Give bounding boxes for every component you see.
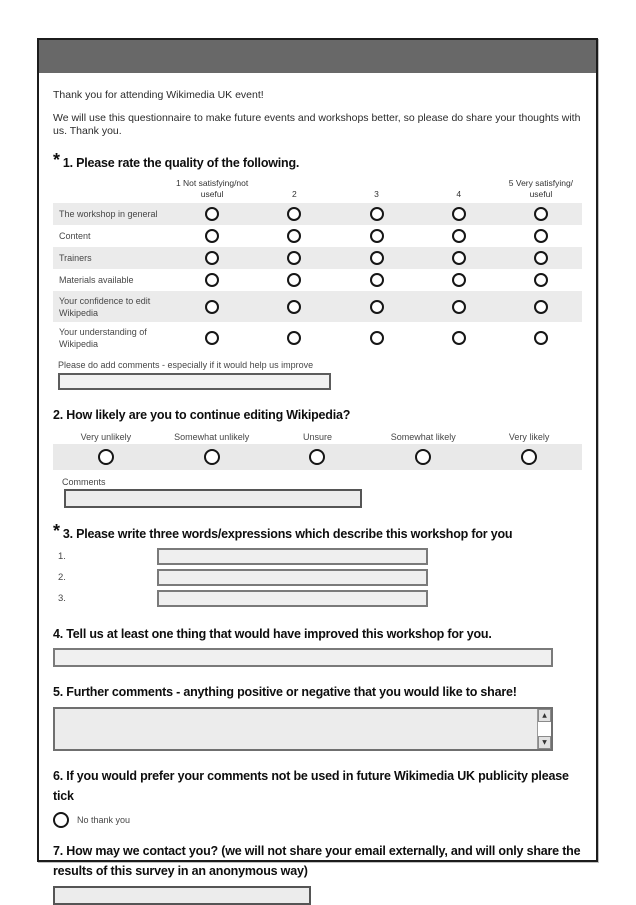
q1-r3-c2-radio[interactable] [287,251,301,265]
intro-greeting: Thank you for attending Wikimedia UK event! [53,89,264,101]
required-asterisk: * [53,521,60,541]
required-asterisk: * [53,150,60,170]
q1-r2-c4-radio[interactable] [452,229,466,243]
q1-r6-c5-radio[interactable] [534,331,548,345]
question-1-title: 1. Please rate the quality of the following. [62,156,300,170]
question-3-title: 3. Please write three words/expressions which describe this workshop for you [62,527,513,541]
q1-r5-c2-radio[interactable] [287,300,301,314]
q1-r5-c3-radio[interactable] [370,300,384,314]
q1-r1-c3-radio[interactable] [370,207,384,221]
q1-row-trainers [53,247,582,269]
intro-description: We will use this questionnaire to make future events and workshops better, so please do share your thoughts with us. Thank you. [53,112,581,137]
q6-option-row [53,812,582,828]
q1-row-confidence [53,291,582,322]
q1-r6-c1-radio[interactable] [205,331,219,345]
q1-r4-c3-radio[interactable] [370,273,384,287]
q1-r4-c5-radio[interactable] [534,273,548,287]
q1-column-header-5: 5 Very satisfying/ useful [508,178,574,199]
q2-somewhat-unlikely-radio[interactable] [204,449,220,465]
q1-r5-c5-radio[interactable] [534,300,548,314]
q2-option-label-1: Very unlikely [80,432,132,442]
q1-row-label: The workshop in general [59,209,158,219]
q1-column-header-1: 1 Not satisfying/not useful [175,178,249,199]
q1-r2-c1-radio[interactable] [205,229,219,243]
question-7-heading [53,841,582,881]
q1-r1-c2-radio[interactable] [287,207,301,221]
page-header-bar [39,40,596,73]
q1-r1-c4-radio[interactable] [452,207,466,221]
q6-option-label: No thank you [77,815,131,825]
q1-r3-c5-radio[interactable] [534,251,548,265]
q1-r2-c5-radio[interactable] [534,229,548,243]
q2-option-label-4: Somewhat likely [390,432,456,442]
q1-column-header-2: 2 [291,189,297,199]
q1-column-header-4: 4 [456,189,462,199]
q1-row-label: Content [59,231,91,241]
q3-word-input-2[interactable] [157,569,428,586]
question-3-heading [53,521,582,544]
q2-very-likely-radio[interactable] [521,449,537,465]
question-6-heading [53,766,582,806]
q2-very-unlikely-radio[interactable] [98,449,114,465]
q1-r6-c2-radio[interactable] [287,331,301,345]
q1-row-content [53,225,582,247]
question-1-heading [53,150,582,173]
q3-item-number: 2. [58,572,66,583]
question-5-title: 5. Further comments - anything positive or negative that you would like to share! [53,685,517,699]
q2-comments-input[interactable] [64,489,362,508]
q1-r6-c4-radio[interactable] [452,331,466,345]
q2-option-label-3: Unsure [302,432,332,442]
question-7-title: 7. How may we contact you? (we will not share your email externally, and will only share the results of this survey in an anonymous way) [53,844,581,878]
q1-r2-c2-radio[interactable] [287,229,301,243]
question-4-heading [53,624,582,644]
question-5-heading [53,682,582,702]
q3-item-number: 1. [58,551,66,562]
q1-r1-c5-radio[interactable] [534,207,548,221]
q1-r6-c3-radio[interactable] [370,331,384,345]
q1-comments-input[interactable] [58,373,331,390]
q1-row-label: Trainers [59,253,92,263]
q4-improvement-input[interactable] [53,648,553,667]
q1-r3-c4-radio[interactable] [452,251,466,265]
q1-r5-c4-radio[interactable] [452,300,466,314]
q1-r3-c3-radio[interactable] [370,251,384,265]
q2-unsure-radio[interactable] [309,449,325,465]
q1-row-materials [53,269,582,291]
scroll-up-icon[interactable]: ▲ [538,709,551,722]
q2-scale-band [53,444,582,470]
q3-item-number: 3. [58,593,66,604]
q1-comments-label: Please do add comments - especially if it would help us improve [58,360,314,370]
q3-word-row-3 [53,590,582,607]
q1-row-workshop [53,203,582,225]
q1-r4-c4-radio[interactable] [452,273,466,287]
q5-comments-textarea[interactable] [53,707,553,751]
q1-r5-c1-radio[interactable] [205,300,219,314]
q2-option-label-5: Very likely [508,432,550,442]
question-2-title: 2. How likely are you to continue editing Wikipedia? [53,408,351,422]
q1-row-understanding [53,322,582,353]
q1-grid-header-row [53,177,582,203]
q7-contact-input[interactable] [53,886,311,905]
q1-grid-header-spacer [53,194,171,200]
q2-comments-label: Comments [62,477,106,487]
q5-textarea-scrollbar[interactable] [537,709,551,749]
q3-word-input-1[interactable] [157,548,428,565]
q2-option-label-2: Somewhat unlikely [174,432,250,442]
question-2-heading [53,405,582,425]
q3-word-row-1 [53,548,582,565]
q3-word-input-3[interactable] [157,590,428,607]
q1-rating-grid [53,177,582,353]
q1-r3-c1-radio[interactable] [205,251,219,265]
q2-somewhat-likely-radio[interactable] [415,449,431,465]
q1-r4-c1-radio[interactable] [205,273,219,287]
q1-r1-c1-radio[interactable] [205,207,219,221]
survey-page [37,38,598,878]
q1-column-header-3: 3 [374,189,379,199]
survey-content [39,89,596,905]
q1-row-label: Your understanding of Wikipedia [59,326,147,349]
q6-no-thank-you-radio[interactable] [53,812,69,828]
q1-row-label: Materials available [59,275,134,285]
question-6-title: 6. If you would prefer your comments not be used in future Wikimedia UK publicity please tick [53,769,569,803]
q2-scale-labels [53,432,582,442]
q3-word-row-2 [53,569,582,586]
q1-r4-c2-radio[interactable] [287,273,301,287]
scroll-down-icon[interactable]: ▼ [538,736,551,749]
question-4-title: 4. Tell us at least one thing that would have improved this workshop for you. [53,627,492,641]
q1-row-label: Your confidence to edit Wikipedia [59,295,151,318]
q1-r2-c3-radio[interactable] [370,229,384,243]
